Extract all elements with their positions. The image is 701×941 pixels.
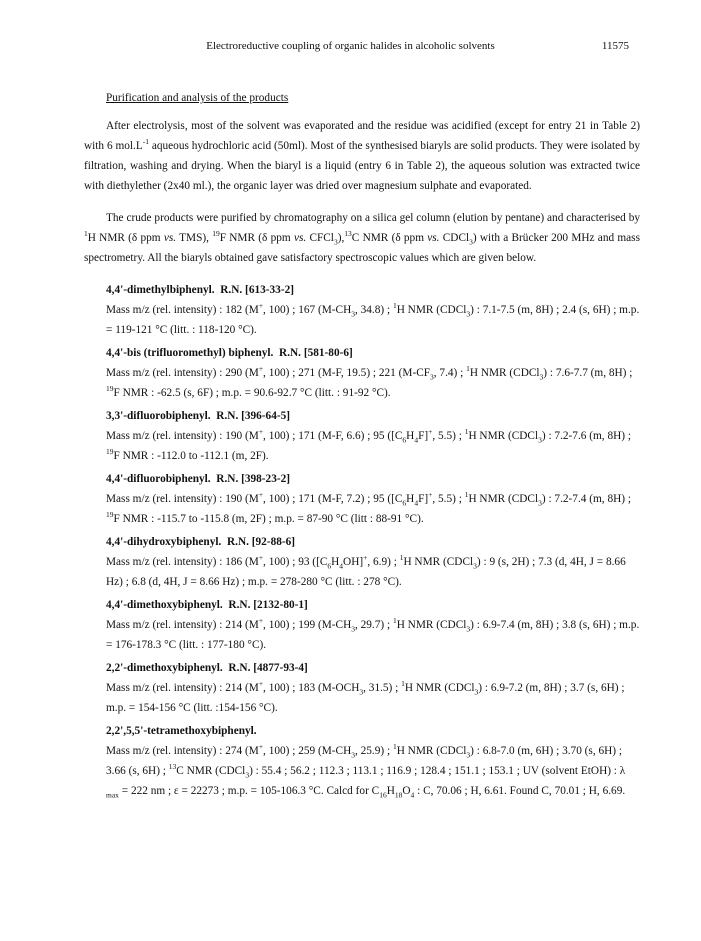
compound-spectral-data: Mass m/z (rel. intensity) : 214 (M+, 100) ; 183 ($M-OCH_3$, 31.5) ; $^1$H NMR (CDCl$_3$) : 6.9-7.2 (m, 8H) ; 3.7 (s, 6H) ; m.p. = 154-156 °C (litt. :154-156 °C). (106, 679, 625, 714)
compound-name-line (106, 532, 640, 552)
compound-name: 4,4'-bis (trifluoromethyl) biphenyl. (106, 347, 274, 359)
compound-name-line (106, 721, 640, 741)
compound-name: 4,4'-dimethylbiphenyl. (106, 284, 215, 296)
compound-spectral-data: Mass m/z (rel. intensity) : 186 (M+, 100) ; 93 ($[C_6H_4OH]^+$, 6.9) ; $^1$H NMR (CDCl$_3$) : 9 (s, 2H) ; 7.3 (d, 4H, J = 8.66 Hz) ; 6.8 (d, 4H, J = 8.66 Hz) ; m.p. = 278-280 °C (litt. : 278 °C). (106, 553, 626, 588)
compound-name-line (106, 406, 640, 426)
compound-entry (106, 532, 640, 592)
compound-entry (106, 406, 640, 466)
compound-name: 4,4'-dimethoxybiphenyl. (106, 599, 223, 611)
running-title: Electroreductive coupling of organic halides in alcoholic solvents (206, 40, 495, 52)
page-body (84, 88, 640, 804)
compound-name: 4,4'-difluorobiphenyl. (106, 473, 211, 485)
compound-spectral-data: Mass m/z (rel. intensity) : 190 (M+, 100) ; 171 (M-F, 7.2) ; 95 ($[C_6H_4F]^+$, 5.5) ; $^1$H NMR (CDCl$_3$) : 7.2-7.4 (m, 8H) ; $^{19}$F NMR : -115.7 to -115.8 (m, 2F) ; m.p. = 87-90 °C (litt : 88-91 °C). (106, 490, 631, 525)
compound-entry (106, 280, 640, 340)
registry-number: R.N. [398-23-2] (216, 473, 291, 485)
page-number: 11575 (601, 40, 629, 52)
compound-name-line (106, 343, 640, 363)
running-header (0, 40, 701, 56)
compound-entry (106, 343, 640, 403)
registry-number: R.N. [4877-93-4] (228, 662, 308, 674)
compound-list (106, 280, 640, 801)
compound-name-line (106, 280, 640, 300)
compound-spectral-data: Mass m/z (rel. intensity) : 190 (M+, 100) ; 171 (M-F, 6.6) ; 95 ($[C_6H_4F]^+$, 5.5) ; $^1$H NMR (CDCl$_3$) : 7.2-7.6 (m, 8H) ; $^{19}$F NMR : -112.0 to -112.1 (m, 2F). (106, 427, 631, 462)
compound-name-line (106, 595, 640, 615)
compound-entry (106, 721, 640, 801)
compound-name: 2,2'-dimethoxybiphenyl. (106, 662, 223, 674)
compound-name: 3,3'-difluorobiphenyl. (106, 410, 211, 422)
compound-name-line (106, 658, 640, 678)
compound-entry (106, 595, 640, 655)
compound-spectral-data: Mass m/z (rel. intensity) : 274 (M+, 100) ; 259 ($M-CH_3$, 25.9) ; $^1$H NMR (CDCl$_3$) : 6.8-7.0 (m, 6H) ; 3.70 (s, 6H) ; 3.66 (s, 6H) ; $^{13}$C NMR (CDCl$_3$) : 55.4 ; 56.2 ; 112.3 ; 113.1 ; 116.9 ; 128.4 ; 151.1 ; 153.1 ; UV (solvent EtOH) : λ $_{max}$ = 222 nm ; ε = 22273 ; m.p. = 105-106.3 °C. Calcd for $C_{16}H_{18}O_4$ : C, 70.06 ; H, 6.61. Found C, 70.01 ; H, 6.69. (106, 742, 626, 800)
registry-number: R.N. [581-80-6] (279, 347, 353, 359)
registry-number: R.N. [2132-80-1] (228, 599, 308, 611)
paragraph: The crude products were purified by chromatography on a silica gel column (elution by pentane) and characterised by $^1$H NMR (δ ppm vs. TMS), $^{19}$F NMR (δ ppm vs. CFCl$_3$),$^{13}$C NMR (δ ppm vs. CDCl$_3$) with a Brücker 200 MHz and mass spectrometry. All the biaryls obtained gave satisfactory spectroscopic values which are given below. (84, 212, 640, 264)
compound-name-line (106, 469, 640, 489)
registry-number: R.N. [613-33-2] (220, 284, 294, 296)
compound-name: 4,4'-dihydroxybiphenyl. (106, 536, 222, 548)
compound-spectral-data: Mass m/z (rel. intensity) : 290 (M+, 100) ; 271 (M-F, 19.5) ; 221 ($M-CF_3$, 7.4) ; $^1$H NMR (CDCl$_3$) : 7.6-7.7 (m, 8H) ; $^{19}$F NMR : -62.5 (s, 6F) ; m.p. = 90.6-92.7 °C (litt. : 91-92 °C). (106, 364, 633, 399)
compound-name: 2,2',5,5'-tetramethoxybiphenyl. (106, 725, 257, 737)
compound-entry (106, 658, 640, 718)
compound-spectral-data: Mass m/z (rel. intensity) : 182 (M+, 100) ; 167 ($M-CH_3$, 34.8) ; $^1$H NMR (CDCl$_3$) : 7.1-7.5 (m, 8H) ; 2.4 (s, 6H) ; m.p. = 119-121 °C (litt. : 118-120 °C). (106, 301, 640, 336)
compound-spectral-data: Mass m/z (rel. intensity) : 214 (M+, 100) ; 199 ($M-CH_3$, 29.7) ; $^1$H NMR (CDCl$_3$) : 6.9-7.4 (m, 8H) ; 3.8 (s, 6H) ; m.p. = 176-178.3 °C (litt. : 177-180 °C). (106, 616, 640, 651)
registry-number: R.N. [92-88-6] (226, 536, 296, 548)
paragraph: After electrolysis, most of the solvent was evaporated and the residue was acidified (except for entry 21 in Table 2) with 6 $mol.L^{-1}$ aqueous hydrochloric acid (50ml). Most of the synthesised biaryls are solid products. They were isolated by filtration, washing and drying. When the biaryl is a liquid (entry 6 in Table 2), the aqueous solution was extracted twice with diethylether (2x40 ml.), the organic layer was dried over magnesium sulphate and evaporated. (84, 120, 640, 192)
registry-number: R.N. [396-64-5] (216, 410, 291, 422)
compound-entry (106, 469, 640, 529)
section-heading: Purification and analysis of the products (106, 92, 289, 104)
